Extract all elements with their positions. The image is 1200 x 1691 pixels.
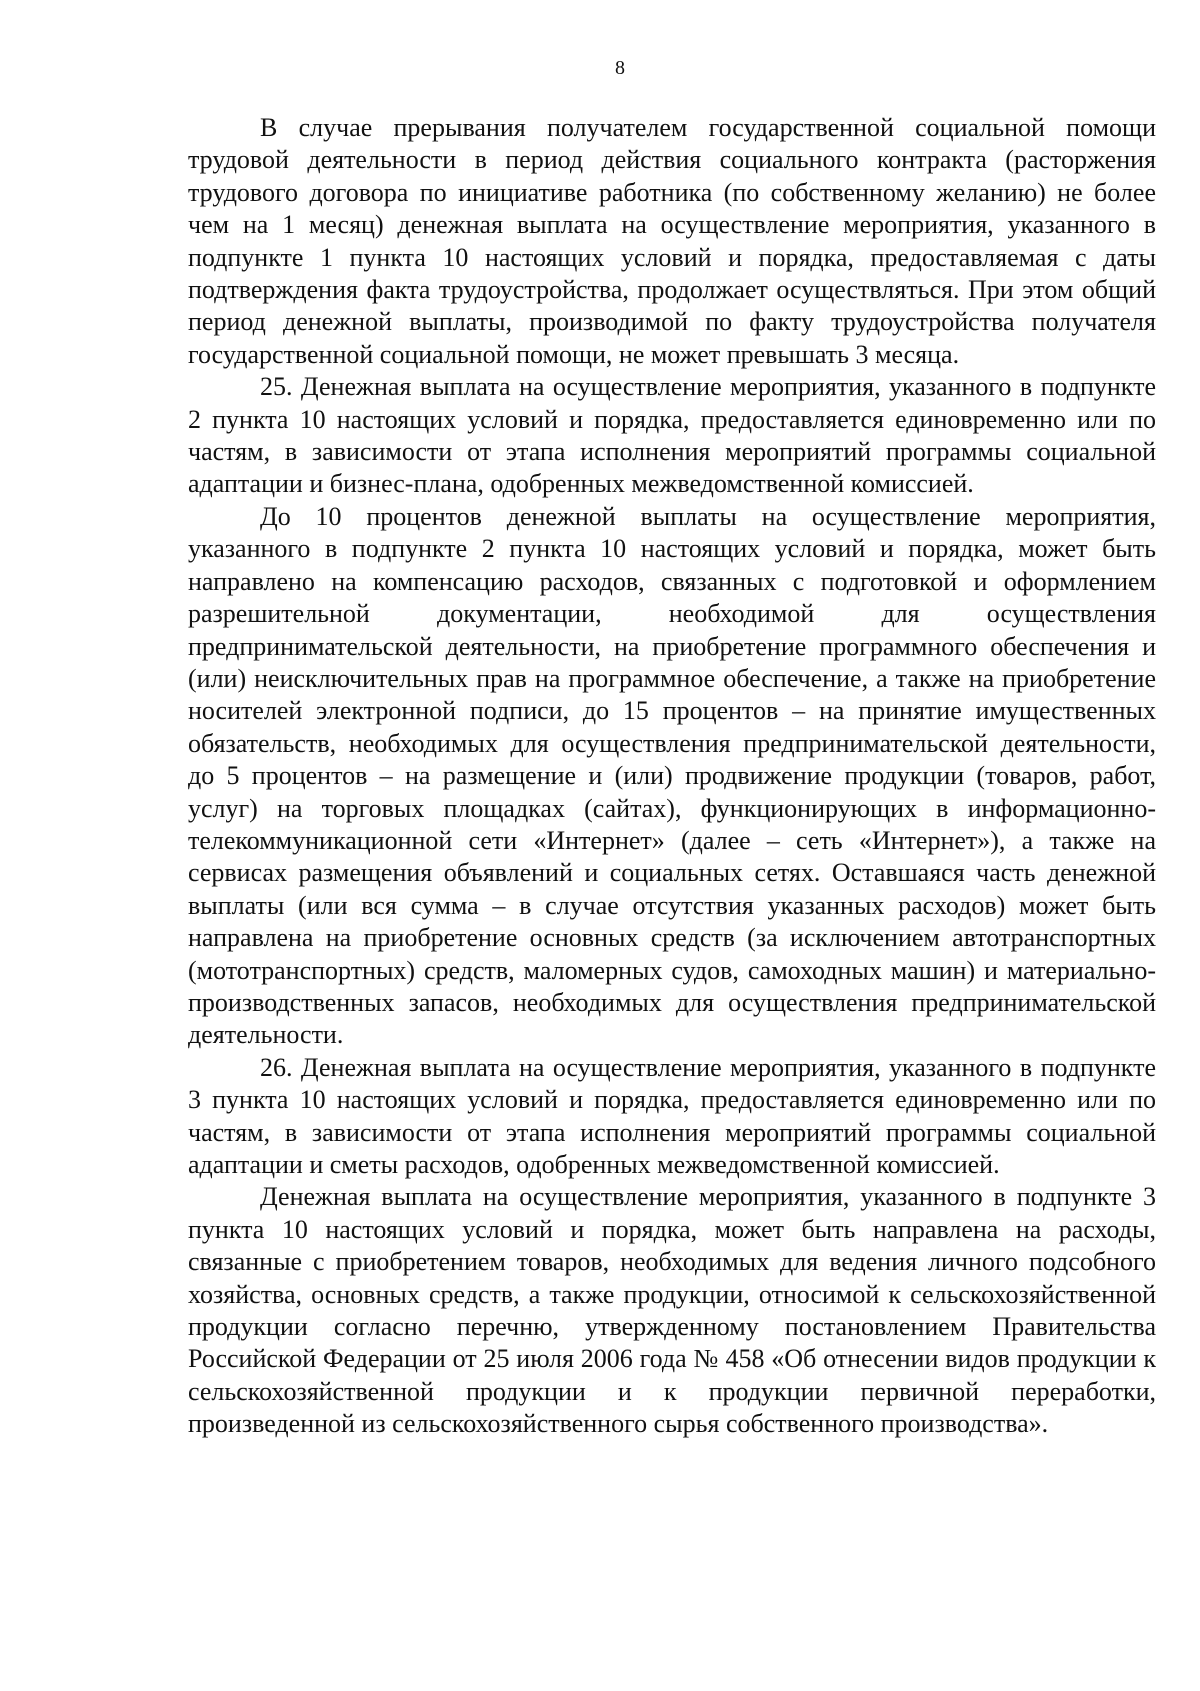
page-number: 8: [615, 57, 625, 79]
paragraph-item-25: 25. Денежная выплата на осуществление мероприятия, указанного в подпункте 2 пункта 10 настоящих условий и порядка, предоставляется единовременно или по частям, в зависимости от этапа исполнения мероприятий программы социальной адаптации и бизнес-плана, одобренных межведомственной комиссией.: [188, 372, 1156, 499]
paragraph-item-26: 26. Денежная выплата на осуществление мероприятия, указанного в подпункте 3 пункта 10 настоящих условий и порядка, предоставляется единовременно или по частям, в зависимости от этапа исполнения мероприятий программы социальной адаптации и сметы расходов, одобренных межведомственной комиссией.: [188, 1052, 1156, 1179]
document-body: [188, 112, 1156, 1441]
paragraph-item-26-expenses: Денежная выплата на осуществление мероприятия, указанного в подпункте 3 пункта 10 настоящих условий и порядка, может быть направлена на расходы, связанные с приобретением товаров, необходимых для ведения личного подсобного хозяйства, основных средств, а также продукции, относимой к сельскохозяйственной продукции согласно перечню, утвержденному постановлением Правительства Российской Федерации от 25 июля 2006 года № 458 «Об отнесении видов продукции к сельскохозяйственной продукции и к продукции первичной переработки, произведенной из сельскохозяйственного сырья собственного производства».: [188, 1182, 1156, 1439]
paragraph-interruption-of-employment: В случае прерывания получателем государственной социальной помощи трудовой деятельности в период действия социального контракта (расторжения трудового договора по инициативе работника (по собственному желанию) не более чем на 1 месяц) денежная выплата на осуществление мероприятия, указанного в подпункте 1 пункта 10 настоящих условий и порядка, предоставляемая с даты подтверждения факта трудоустройства, продолжает осуществляться. При этом общий период денежной выплаты, производимой по факту трудоустройства получателя государственной социальной помощи, не может превышать 3 месяца.: [188, 113, 1156, 369]
paragraph-item-25-expenses: До 10 процентов денежной выплаты на осуществление мероприятия, указанного в подпункте 2 пункта 10 настоящих условий и порядка, может быть направлено на компенсацию расходов, связанных с подготовкой и оформлением разрешительной документации, необходимой для осуществления предпринимательской деятельности, на приобретение программного обеспечения и (или) неисключительных прав на программное обеспечение, а также на приобретение носителей электронной подписи, до 15 процентов – на принятие имущественных обязательств, необходимых для осуществления предпринимательской деятельности, до 5 процентов – на размещение и (или) продвижение продукции (товаров, работ, услуг) на торговых площадках (сайтах), функционирующих в информационно-телекоммуникационной сети «Интернет» (далее – сеть «Интернет»), а также на сервисах размещения объявлений и социальных сетях. Оставшаяся часть денежной выплаты (или вся сумма – в случае отсутствия указанных расходов) может быть направлена на приобретение основных средств (за исключением автотранспортных (мототранспортных) средств, маломерных судов, самоходных машин) и материально-производственных запасов, необходимых для осуществления предпринимательской деятельности.: [188, 501, 1156, 1050]
